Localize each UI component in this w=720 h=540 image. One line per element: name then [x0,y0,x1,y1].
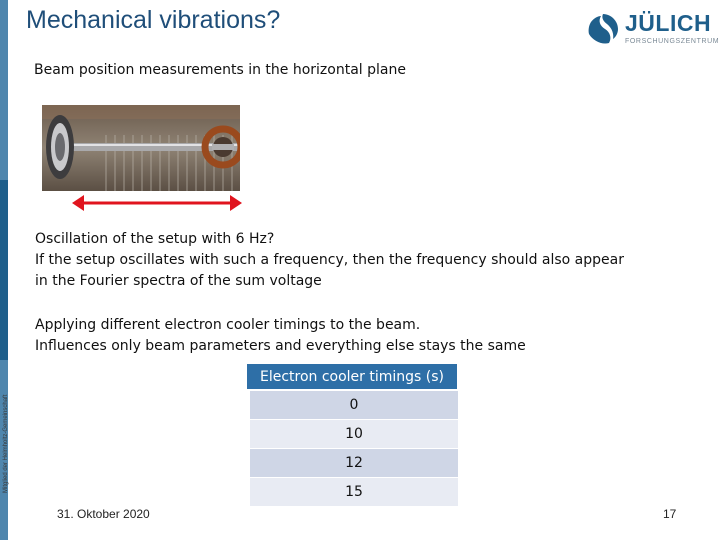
paragraph-line: If the setup oscillates with such a frequency, then the frequency should also appear [35,252,624,268]
paragraph-line: Applying different electron cooler timings to the beam. [35,317,421,333]
slide-title: Mechanical vibrations? [26,6,281,34]
slide-subtitle: Beam position measurements in the horizontal plane [34,62,406,78]
oscillation-paragraph [35,229,624,292]
paragraph-line: in the Fourier spectra of the sum voltage [35,273,322,289]
cooler-timings-table [246,363,458,506]
table-header: Electron cooler timings (s) [246,363,458,390]
juelich-logo-mark-icon [585,12,621,48]
juelich-logo [585,10,720,52]
logo-wordmark: JÜLICH [625,10,712,36]
table-row: 0 [250,390,458,419]
side-caption: Mitglied der Helmholtz-Gemeinschaft [3,394,9,493]
table-row: 10 [250,419,458,448]
table-row: 12 [250,448,458,477]
paragraph-line: Oscillation of the setup with 6 Hz? [35,231,275,247]
table-row: 15 [250,477,458,506]
page-number: 17 [663,507,677,521]
footer-date: 31. Oktober 2020 [57,507,150,521]
paragraph-line: Influences only beam parameters and everything else stays the same [35,338,526,354]
logo-tagline: FORSCHUNGSZENTRUM [625,38,720,45]
horizontal-displacement-arrow [72,192,242,214]
cooler-paragraph [35,315,526,357]
beam-position-monitor-photo [42,105,240,191]
